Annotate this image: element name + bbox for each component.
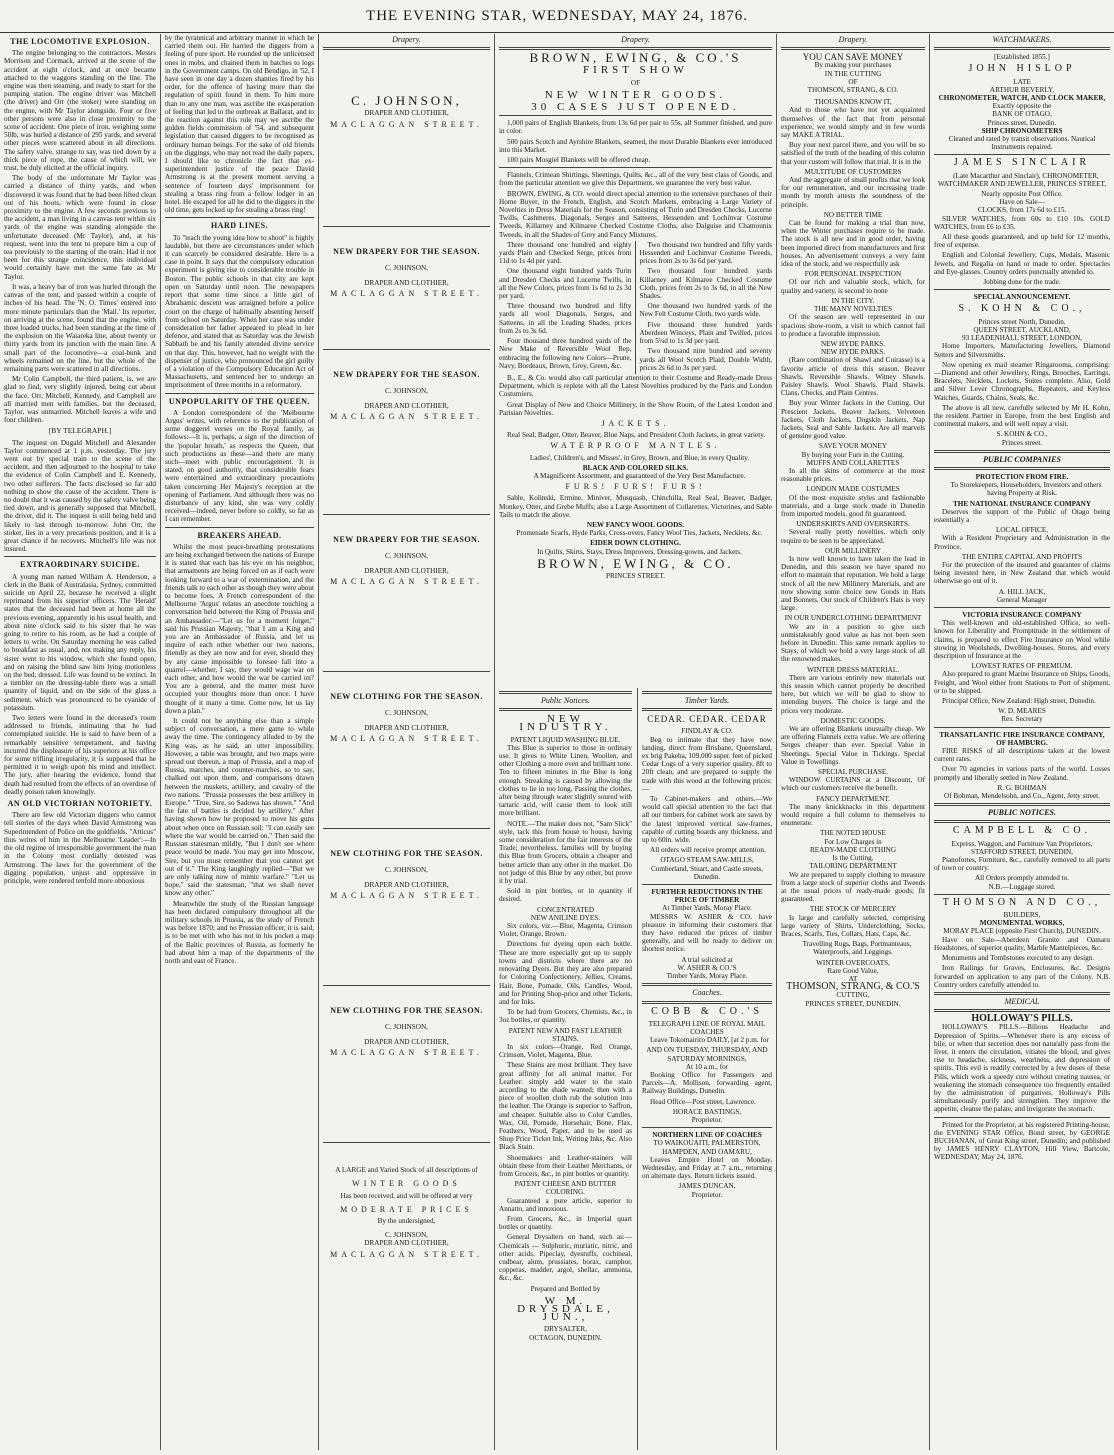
ad-line: Have on Sale—Aberdeen Granite and Oamaru Headstones, of superior quality, Marble Mantelpieces, &c. — [934, 935, 1110, 952]
telegraph-label: [BY TELEGRAPH.] — [48, 426, 112, 436]
ad-subheading: WINTER OVERCOATS, — [816, 958, 890, 967]
ad-line: (Rare combination of Shawl and Cuirasse) is a favorite article of dress this season. Beaver Shawls. Reversible Shawls. Witney Shawls. Paisley Shawls. Wool Shawls. Plaid Shawls. Clans, Checks, and Plain Centres. — [781, 356, 925, 398]
ad-line: OF — [848, 77, 858, 86]
section-label: PUBLIC NOTICES. — [987, 808, 1056, 818]
ad-line: From Grocers, &c., in Imperial quart bottles or quantity. — [499, 1214, 632, 1232]
ad-name: JAMES DUNCAN, — [678, 1182, 736, 1191]
ad-line: QUEEN STREET, AUCKLAND, — [973, 325, 1071, 334]
ad-subheading: MONUMENTAL WORKS, — [979, 919, 1065, 928]
ad-trade: DRAPER AND CLOTHIER, — [364, 723, 449, 732]
brown-ewing-title: BROWN, EWING, & CO.'S — [529, 50, 742, 66]
ad-line: SILVER WATCHES, from 60s to £10 10s. GOLD WATCHES, from £6 to £35. — [934, 214, 1110, 231]
ad-subheading: FOR PERSONAL INSPECTION — [804, 270, 902, 279]
ad-trade: DRAPER AND CLOTHIER, — [364, 401, 449, 410]
ad-street: PRINCES STREET. — [606, 571, 665, 580]
section-label: Timber Yards. — [684, 696, 730, 705]
ad-line: Is large and carefully selected, comprising large variety of Shirts, Underclothing, Socks, Braces, Scarfs, Ties, Collars, Hats, Caps, &c. — [781, 913, 925, 938]
ad-line: Home Importers, Manufacturing Jewellers, Diamond Setters and Silversmiths. — [934, 342, 1110, 359]
ad-line: Have on Sale— — [999, 198, 1045, 207]
ad-line: Head Office—Post street, Lawrence. — [650, 1097, 756, 1106]
column-3 — [319, 34, 494, 1450]
cases-opened: 30 CASES JUST OPENED. — [531, 101, 740, 114]
ad-line: To Cabinet-makers and others.—We would call special attention to the fact that all our timbers for cabinet work are sawn by the latest improved vertical saw-frames, capable of cutting boards any thickness, and up to 60in. wide. — [642, 795, 772, 845]
ad-line: TO WAIKOUAITI, PALMERSTON, HAMPDEN, AND OAMARU, — [653, 1139, 761, 1156]
ad-name: W. ASHER & CO.'S — [677, 963, 737, 972]
price-item: One thousand two hundred yards of the New Felt Costume Cloth, two yards wide. — [639, 302, 772, 319]
ad-line: Buy your Winter Jackets in the Cutting. Our Prescient Jackets, Beaver Jackets, Velveteen Jackets, Cloth Jackets, Dogskin Jackets, Nap Jackets, Seal and Sable Jackets. Are all marvels of genuine good value. — [781, 399, 925, 441]
ad-line: By making your purchases — [814, 61, 892, 70]
ad-line: Exactly opposite the — [992, 102, 1052, 111]
ad-line: Cleaned and rated by transit observations. Nautical Instruments repaired. — [948, 135, 1096, 152]
ad-line: Jobbing done for the trade. — [983, 278, 1061, 287]
ad-subheading: IN THE CITY. — [831, 296, 875, 305]
article-title: THE LOCOMOTIVE EXPLOSION. — [10, 37, 150, 46]
johnson-ad — [323, 518, 490, 668]
ad-line: MORAY PLACE (opposite First Church), DUNEDIN. — [943, 927, 1101, 936]
ad-name: C. JOHNSON, — [385, 866, 428, 875]
ad-name: R. G. BOHMAN — [997, 783, 1047, 792]
ad-line: Of Bohman, Mendelsohn, and Co., Agent, Jetty street. — [944, 792, 1100, 801]
ad-line: Promenade Scarfs, Hyde Parks, Cross-overs, Fancy Wool Ties, Jackets, Necklets, &c. — [516, 529, 763, 538]
article-title: UNPOPULARITY OF THE QUEEN. — [168, 396, 311, 406]
ad-line: We are in a position to give such unmistakeably good value as has not been seen before in Dunedin. This same remark applies to Stays, of which we hold a very large stock of all the renowned makes. — [781, 622, 925, 664]
ad-line: Princes street. — [1001, 438, 1043, 447]
ad-heading: PROTECTION FROM FIRE. — [975, 472, 1069, 481]
article-paragraph: The body of the unfortunate Mr Taylor was carried a distance of thirty yards, and when discovered it was found that he had been lifted clean out of his boots, which were found in close proximity to the engine. A few seconds previous to the accident, a man living in a canvas tent within six yards of the engine was standing alongside the unfortunate deceased (Mr Taylor), and, at his request, went into the tent to prepare him a cup of tea previously to the starting of the train. Had it not been for this strange coincidence, this individual would certainly have met the same fate as Mr Taylor. — [4, 174, 156, 281]
ad-line: Buy your next parcel there, and you will be so satisfied of the truth of the heading of this column that your custom will follow that trial. It is in the — [781, 141, 925, 166]
column-6 — [930, 34, 1114, 1450]
ad-line: Princes street, Dunedin. — [987, 118, 1057, 127]
ad-line: MESSRS W. ASHER & CO. have pleasure in informing their customers that they have reduced the prices of timber generally, and will be ready to deliver on shortest notice. — [642, 912, 772, 954]
ad-received: Has been received, and will be offered at very — [340, 1191, 473, 1200]
ad-heading: NEW DRAPERY FOR THE SEASON. — [333, 247, 480, 257]
ad-street: MACLAGGAN STREET. — [330, 733, 483, 743]
ad-heading: COBB & CO.'S — [651, 1005, 763, 1017]
ad-subheading: LOCAL OFFICE, — [995, 526, 1049, 535]
ad-line: Is now well known to have taken the lead in Dunedin, and this season we have spared no effort to maintain that reputation. We hold a large stock of all the new Millinery Materials, and are now showing some choice new Goods in Hats and Bonnets. Our stock of Children's Hats is very large. — [781, 554, 925, 613]
ad-line: To be had from Grocers, Chemists, &c., in 3oz bottles, or quantity. — [499, 1008, 632, 1025]
ad-name: THOMSON, STRANG, & CO. — [807, 86, 899, 95]
ad-line: General Drysalters on hand, such as:—Chemicals — Sulphuric, muriatic, nitric, and other acids. Pipeclay, dyestuffs, cochineal, cudbear, alum, prussiates, borax, camphor, copperas, madder, argol, shellac, ammonia, &c., &c. — [499, 1233, 632, 1283]
ad-line: Is the Cutting. — [832, 854, 874, 863]
ad-subheading: THE STOCK OF MERCERY — [809, 905, 897, 914]
ad-line: Now opening ex mail steamer Ringarooma, comprising:—Diamond and other Jewellery, Rings, Brooches, Earrings, Bracelets, Necklets, Lockets, Suites complete. Also, Gold and Silver Lever Chronographs, Repeaters, and Keyless Watches, Guards, Chains, Seals, &c. — [934, 360, 1110, 402]
ad-line: Travelling Rugs, Bags, Portmanteaus, Waterproofs, and Leggings. — [802, 940, 912, 957]
ad-line: For the protection of the insured and guarantee of claims being invested here, in New Zealand that which would otherwise go out of it. — [934, 560, 1110, 586]
price-item: One thousand eight hundred yards Turin and Dresden Checks and Lucerne Twills, in all the New Colors, prices from 1s 6d to 2s 3d per yard. — [499, 267, 632, 301]
new-winter-goods: NEW WINTER GOODS. — [544, 88, 727, 101]
ad-line: Guaranteed a pure article, superior to Annatto, and innoxious. — [499, 1196, 632, 1213]
ad-line: Cumberland, Stuart, and Castle streets, Dunedin. — [651, 864, 763, 881]
column-4-public-notices — [495, 688, 636, 1450]
ad-line: Princes street North, Dunedin. — [978, 317, 1066, 326]
ad-heading: TRANSATLANTIC FIRE INSURANCE COMPANY, OF HAMBURG. — [939, 730, 1105, 747]
ad-heading: VICTORIA INSURANCE COMPANY — [962, 610, 1082, 619]
ad-subheading: MUFFS AND COLLARETTES — [806, 458, 900, 467]
ad-subheading: PATENT CHEESE AND BUTTER COLORING. — [514, 1180, 617, 1197]
ad-line: Of the most exquisite styles and fashionable materials, and a large stock made in Dunedin from imported models, good fit guaranteed. — [781, 493, 925, 518]
ad-street: MACLAGGAN STREET. — [330, 119, 483, 129]
ad-line: With a Resident Proprietary and Administration in the Province. — [934, 534, 1110, 551]
price-item: Five thousand three hundred yards Aberdeen Winceys, Plain and Twilled, prices from 5¼d to 1s 3d per yard. — [639, 320, 772, 346]
ad-goods: WINTER GOODS — [352, 1179, 461, 1189]
ad-line: Proprietor. — [691, 1190, 723, 1199]
article-title: BREAKERS AHEAD. — [197, 530, 282, 540]
column-4-timber — [638, 688, 776, 1450]
ad-name: JOHN HISLOP — [968, 63, 1076, 75]
ad-place: OCTAGON, DUNEDIN. — [529, 1333, 602, 1342]
ad-subheading: THE NOTED HOUSE — [820, 829, 886, 838]
ad-line: Express, Waggon, and Furniture Van Proprietors, — [951, 839, 1093, 848]
johnson-ad — [323, 230, 490, 346]
ad-line: Also prepared to grant Marine Insurance on Ships, Goods, Freight, and Wool either from Stations to Port of shipment, or to be shipped. — [934, 670, 1110, 695]
ad-line: We are prepared to supply clothing to measure from a large stock of superior cloths and Tweeds at the usual prices of ready-made goods; fit guaranteed. — [781, 870, 925, 904]
ad-name: C. JOHNSON, — [385, 709, 428, 718]
ad-line: Proprietor. — [691, 1115, 723, 1124]
ad-street: MACLAGGAN STREET. — [330, 890, 483, 900]
ad-name: C. JOHNSON, — [385, 387, 428, 396]
ad-line: We are offering Blankets unusually cheap. We are offering Flannels extra value. We are offering Serges cheaper than ever. Special Value in Sheetings. Special Value in Tickings. Special Value in Towellings. — [781, 725, 925, 766]
ad-name: C. JOHNSON, — [351, 93, 462, 109]
price-item: Two thousand four hundred yards Killarney and Kilmaree Checked Costume Cloth, prices from 2s to 3s 6d, in all the New Shades. — [639, 267, 772, 301]
ad-subheading: PATENT NEW AND FAST LEATHER STAINS. — [508, 1026, 623, 1043]
ad-subheading: BANK OF OTAGO, — [992, 110, 1052, 119]
ad-heading: NORTHERN LINE OF COACHES — [652, 1131, 762, 1140]
ad-subheading: WINTER DRESS MATERIAL. — [806, 665, 900, 674]
ad-line: Ladies', Children's, and Misses', in Grey, Brown, and Blue, in every Quality. — [529, 453, 750, 462]
ad-line: Six colors, viz.—Blue, Magenta, Crimson Violet, Orange, Brown. — [499, 922, 632, 939]
ad-heading: NEW DRAPERY FOR THE SEASON. — [333, 370, 480, 380]
ad-line: Several really pretty novelties, which only require to be seen to be appreciated. — [781, 528, 925, 545]
ad-heading: WATERPROOF MANTLES. — [550, 441, 721, 451]
ad-line: Over 70 agencies in various parts of the world. Losses promptly and liberally settled in New Zealand. — [934, 765, 1110, 782]
ad-trade: DRAPER AND CLOTHIER, — [364, 278, 449, 287]
ad-line: HOLLOWAY'S PILLS.—Bilious Headache and Depression of Spirits.—Whenever there is any excess of bile, or when that secretion does not naturally pass from the liver, it enters the circulation, vitiates the blood, and gives rise to headache, sickness, weariness, and depression of spirits. This evil is readily corrected by a few doses of these Pills, which work a speedy cure without creating nausea, or weakening the stomach consequence too frequently entailed by the administration of purgatives. Holloway's Pills simultaneously purify and strengthen. They improve the appetite, cleanse the palate, and invigorate the stomach. — [934, 1023, 1110, 1114]
ad-prices: MODERATE PRICES — [340, 1204, 473, 1214]
article-paragraph: Two letters were found in the deceased's room addressed to friends, intimating that he had contemplated suicide. He is said to have been of a remarkably sensitive temperament, and having incurred the displeasure of his superiors at his office for some trifling irregularity, it is supposed that he permitted it to weigh upon his mind and intellect. The jury, after hearing the evidence, found that death had resulted from the effects of an overdose of deadly poison taken knowingly. — [4, 714, 156, 796]
section-label: MEDICAL — [1004, 996, 1040, 1006]
johnson-winter-ad — [323, 1146, 490, 1264]
ad-line: This Blue is superior to those in ordinary use. It gives to White Linen, Woollen, and other Clothing a more even and brilliant tone. Ten to fifteen minutes in the Blue is long enough. Streaking is caused by allowing the clothes to lie in too long. Passing the clothes, after being through water slightly soured with tartaric acid, will cause them to look still more brilliant. — [499, 743, 632, 818]
ad-line: STAFFORD STREET, DUNEDIN, — [971, 847, 1073, 856]
ad-line: By buying your Furs in the Cutting. — [801, 450, 905, 459]
ad-heading: EIDER DOWN CLOTHING. — [590, 539, 681, 548]
ad-name: A. HILL JACK, — [998, 587, 1046, 596]
ad-line: Beg to intimate that they have now landing, direct from Brisbane, Queensland, ex brig Pakeha, 109,000 super. feet of picked Cedar Logs of a very superior quality, 8ft to 20ft clean, and are prepared to supply the trade with this wood at the following prices:— — [642, 735, 772, 793]
ad-line: Monuments and Tombstones executed to any design. — [942, 954, 1095, 963]
ad-subheading: TAILORING DEPARTMENT — [809, 862, 897, 871]
price-list — [499, 241, 772, 374]
ad-line: Prepared and Bottled by — [530, 1284, 601, 1293]
ad-line: Of our rich and valuable stock, which, for quality and variety, is second to none — [781, 278, 925, 295]
ad-line: All these goods guaranteed, and up held for 12 months, free of expense. — [934, 233, 1110, 250]
ad-line: Rare Good Value, — [827, 966, 879, 975]
ad-line: ARTHUR BEVERLY, — [989, 85, 1055, 94]
ad-line: Shoemakers and Leather-stainers will obtain these from their Leather Merchants, or from Grocers, &c., in pint bottles or quantity. — [499, 1153, 632, 1178]
ad-subheading: SAVE YOUR MONEY — [819, 442, 887, 451]
ad-subheading: DOMESTIC GOODS. — [820, 716, 886, 725]
ad-line: In six colors—Orange, Red Orange, Crimson, Violet, Magenta, Blue. — [499, 1042, 632, 1060]
ad-line: At 10 a.m., for — [685, 1062, 729, 1071]
section-label: Drapery. — [392, 35, 421, 44]
article-paragraph: by the tyrannical and arbitrary manner in which he carried them out. He harried the diggers from a feeling of pure sport. He rounded up the unlicensed ones in mobs, and chained them in batches to logs in the Government camps. On old Bendigo, in '52, I have seen in one day a dozen shanties fired by his order, for the offence of having more than the regulation of spirit found in them. To him more than to any one man, was ascribe the exasperation of feeling that led to the outbreak at Ballarat, and to the reaction against this rule may we ascribe the golden fields commission of '54, and subsequent legislation that caused diggers to be recognised as ordinary human beings. For the sake of old friends on the diggings, who may not read the daily papers, I should like to chronicle the fact that ex-superintendent justice of the peace David Armstrong is at the present moment serving a sentence of fourteen days' imprisonment for stealing a brass ring from a fellow lodger in an hotel. He escaped for all he did to the diggers in the old time, gets locked up for stealing a brass ring! — [165, 34, 315, 215]
ad-line: Principal Office, New Zealand: High street, Dunedin. — [942, 697, 1096, 706]
ad-name: C. JOHNSON, — [385, 264, 428, 273]
ad-name: JAMES SINCLAIR — [953, 157, 1091, 169]
article-paragraph: Mr Colin Campbell, the third patient, is, we are glad to find, very slightly injured, being cut about the face. Orr, Mitchell, Kennedy, and Campbell are all married men with families, but the deceased, Taylor, was unmarried. Mitchell leaves a wife and four children. — [4, 375, 156, 425]
ad-line: And the aggregate of small profits that we look for our remuneration, and our increasing trade month by month attests the soundness of the principle. — [781, 176, 925, 209]
article-paragraph: A young man named William A. Henderson, a clerk in the Bank of Australasia, Sydney, committed suicide on April 22, because he received a slight reprimand from his superior officers. The 'Herald' states that the deceased had been at home all the previous evening, apparently in his usual health, and about nine o'clock said to his sister that he was going to retire to his room, as he had a couple of letters to write. On Saturday morning he was called to breakfast as usual, and, not making any reply, his sister went to his window, which she found open, and on raising the blind saw him lying motionless on the bed, dressed. Life was found to be extinct. In a tumbler on the dressing-table there was a small quantity of liquid, and on the side of the glass a sediment, which was pronounced to be cyanide of potassium. — [4, 572, 156, 712]
ad-subheading: SPECIAL PURCHASE. — [817, 768, 889, 777]
brown-ewing-signature: BROWN, EWING, & CO. — [537, 555, 734, 571]
article-paragraph: To "teach the young idea how to shoot" is highly laudable, but there are circumstances under which it can scarcely be considered desirable. Here is a case in point. It says that the compulsory education experiment is giving rise to considerable trouble in Boston. The public schools in that city are kept open on Saturday until noon. The newspapers report that some time since a little girl of Abrahamic descent was arraigned before a police court on the charge of habitually absenting herself from school on Saturday. When her case was under consideration her father appeared to plead in her defence, and stated that as Saturday was the Jewish Sabbath he and his family attended divine service on that day. This, however, had no weight with the dispenser of justice, who pronounced the girl guilty of a violation of the Compulsory Education Act of Massachusetts, and sentenced her to undergo an imprisonment of three months in a reformatory. — [165, 233, 314, 390]
ad-heading: THE NATIONAL INSURANCE COMPANY — [952, 499, 1092, 508]
ad-heading: YOU CAN SAVE MONEY — [802, 52, 904, 63]
article-paragraph: It was, a heavy bar of iron was hurled through the canvas of the tent, and passed within a couple of inches of his head. The 'N. O. Times' entered into more minute particulars than the 'Mail.' Its reporter, on arriving at the scene, found that the engine, with three loaded trucks, had been standing at the time of the explosion on the Waiareka line, about twenty or thirty yards from its junction with the main line. A small part of the locomotive—a coal-bunk and wheels remained on the line, but the whole of the remaining parts were scattered in all directions. — [4, 282, 156, 373]
article-paragraph: The inquest on Dugald Mitchell and Alexander Taylor commenced at 1 p.m. yesterday. The jury went out by special train to the scene of the accident, and then adjourned to the hospital to take the evidence of Colin Campbell and E. Kennedy, two other sufferers. The facts disclosed so far add nothing to show the cause of the accident. There is no doubt that it was caused by the safety valve being tied down, and is generally supposed that Mitchell, the driver, did it. The inquest is still being held and likely to last through to-morrow. John Orr, the stoker, lies in a very precarious position, and it is a great chance if he recovers. Mitchell's life was not insured. — [4, 438, 156, 554]
section-label: Drapery. — [621, 35, 650, 44]
ad-subheading: THOUSANDS KNOW IT, — [814, 98, 892, 107]
ad-line: 500 pairs Scotch and Ayrshire Blankets, seamed, the most Durable Blankets ever introduced into this Market. — [499, 137, 772, 154]
ad-line: These Stains are most brilliant. They have great affinity for all animal matter. For Leather: simply add water to the stain according to the shade wanted; then with a piece of woollen cloth rub the solution into the leather. The Orange is superior to Saffron, and cheaper. Suitable also to Color Candles, Wax, Oil, Pomade, Horsehair, Bone, Flax, Feathers, Wood, Paper, and to be used as Shop Price Ticket Ink, Writing Inks, &c. Also Black Stain. — [499, 1061, 632, 1152]
ad-line: N.B.—Luggage stored. — [988, 882, 1056, 891]
ad-name: C. JOHNSON, — [385, 1231, 428, 1240]
ad-subheading: THE ENTIRE CAPITAL AND PROFITS — [961, 552, 1083, 561]
price-item: Two thousand nine hundred and seventy yards all Wool Scotch Plaid, Double Width, prices 2s 6d to 3s per yard. — [639, 347, 772, 372]
ad-line: There are various entirely new materials out this season which cannot properly be described here, but which we will be glad to show to intending buyers. The choice is large and the prices very moderate. — [781, 673, 925, 715]
ad-line: And to those who have not yet acquainted themselves of the fact that from personal experience, we would simply and in few words say MAKE A TRIAL. — [781, 106, 925, 140]
johnson-ad — [323, 675, 490, 825]
ad-trade: DRAPER AND CLOTHIER, — [364, 109, 449, 118]
ad-subheading: SHIP CHRONOMETERS — [981, 126, 1063, 135]
of-label: OF — [630, 78, 641, 87]
ad-subheading: NEW HYDE PARKS. — [820, 339, 886, 348]
ad-name: S. KOHN & CO., — [958, 303, 1086, 315]
ad-line: Flannels, Crimean Shirtings, Sheetings, Quilts, &c., all of the very best class of Goods, and from the particular attention we give this Department, we guarantee the very best value. — [499, 171, 772, 188]
article-paragraph: It could not be anything else than a simple subject of conversation, a mere game to while away the time. The contingency alluded to by the King was, as he said, an utter impossibility. However, a table was brought, and two maps were spread out thereon, a map of Prussia, and a map of Russia, marches, and counter-marches, so to say, chalked out upon them, and comparisons drawn between the muskets, artillery, and cavalry of the two nations. "Prussia possesses the best artillery in Europe." "True, Sire, so Sadowa has shown." "And the fate of battles is decided by artillery." After having shown how he proposed to move his guns about when once on Russian soil: "I can easily see where the war would be carried on." Then said the Russian statesman mildly, "But I don't see where peace would be made. You may get into Moscow, Sire, but you must remember that you cannot get out of it." The King laughingly replied—"But we are only talking now of mimic warfare." "Let us hope," said the statesman, "that we shall never know any other." — [165, 717, 314, 898]
ad-line: At Timber Yards, Moray Place. — [662, 904, 752, 913]
ad-street: MACLAGGAN STREET. — [330, 1249, 483, 1259]
ad-heading: SPECIAL ANNOUNCEMENT. — [973, 293, 1071, 302]
ad-street: MACLAGGAN STREET. — [330, 576, 483, 586]
ad-line: English and Colonial Jewellery, Cups, Medals, Masonic Jewels, and Regalia on hand or made to order. Spectacles and Eye-glasses. Country orders punctually attended to. — [934, 251, 1110, 276]
column-1 — [0, 34, 160, 1450]
ad-line: IN THE CUTTING — [824, 69, 882, 78]
ad-line: Booking Office for Passengers and Parcels—A. Mollison, forwarding agent, Railway Buildings, Dunedin. — [642, 1070, 772, 1096]
ad-subheading: LONDON MADE COSTUMES — [806, 485, 900, 494]
section-label: Public Notices. — [541, 696, 590, 705]
ad-line: For Low Charges in — [824, 837, 882, 846]
ad-line: All Orders promptly attended to. — [974, 874, 1070, 883]
ad-name: CAMPBELL & CO. — [952, 825, 1092, 837]
ad-street: MACLAGGAN STREET. — [330, 1047, 483, 1057]
ad-subheading: READY-MADE CLOTHING — [809, 845, 897, 854]
ad-line: 1,000 pairs of English Blankets, from 13s 6d per pair to 55s, all Summer finished, and pure in color. — [499, 119, 772, 136]
ad-line: BROWN, EWING, & CO. would direct special attention to the extensive purchases of their Home Buyer, in the French, English, and Scotch Markets, embracing a Large Variety of Novelties in Dress Materials for the Season, consisting of Turin and Dresden Checks, Lucerne Twills, Cashmeres, Diagonals, Serges and Satteens, Hessenden and Lochinvar Costume Tweeds, Killarney and Kilmaree Checked Costume Cloths, also Dalguise and Chamounix Tweeds, in all the Shades of Grey and Fancy Mixtures. — [499, 189, 772, 239]
ad-subheading: TELEGRAPH LINE OF ROYAL MAIL COACHES — [648, 1019, 766, 1036]
ad-line: Sold in pint bottles, or in quantity if desired. — [499, 887, 632, 904]
article-paragraph: There are few old Victorian diggers who cannot tell stories of the days when David Armstrong was Superintendent of Police on the goldfields. "Atticus" thus writes of him in the Melbourne 'Leader':—In the old regime of irresponsible government the man in the Colony most cordially detested was Armstrong. The laws for the government of the digging population, unjust and oppressive in principle, were rendered tenfold more obnoxious — [4, 811, 156, 885]
ad-subheading: OUR MILLINERY — [824, 546, 882, 555]
johnson-ad — [323, 53, 490, 223]
ad-subheading: FANCY DEPARTMENT. — [816, 794, 890, 803]
ad-line: Iron Railings for Graves, Enclosures, &c. Designs forwarded on application to any part of the Colony. N.B. Country orders carefully attended to. — [934, 964, 1110, 989]
ad-heading: NEW CLOTHING FOR THE SEASON. — [330, 1006, 483, 1016]
ad-heading: CEDAR. CEDAR. CEDAR — [647, 714, 767, 725]
ad-subheading: CHRONOMETER, WATCH, AND CLOCK MAKER, — [938, 94, 1106, 103]
ad-name: THOMSON AND CO., — [942, 896, 1102, 908]
article-paragraph: Meanwhile the study of the Russian language has been declared compulsory throughout all the military schools in Prussia, as the study of French was before 1870; and no Prussian officer, it is said, is to be met with who has not in his pocket a map of the Baltic provinces of Russia, as formerly he had about him a map of the departments of the north and east of France. — [165, 899, 314, 965]
ad-by: By the undersigned, — [377, 1217, 436, 1226]
ad-line: CLOCKS, from 17s 6d to £15. — [977, 206, 1067, 215]
article-title: EXTRAORDINARY SUICIDE. — [20, 560, 140, 570]
ad-trade: DRAPER AND CLOTHIER, — [364, 1239, 449, 1248]
first-show: FIRST SHOW — [583, 64, 688, 77]
ad-name: HORACE BASTINGS, — [672, 1107, 742, 1116]
ad-line: A Magnificent Assortment, and guaranteed of the Very Best Manufacture. — [533, 471, 746, 480]
article-paragraph: A London correspondent of the 'Melbourne Argus' writes, with reference to the publication of some doggerel verses on the Royal family, as follows:—It is, perhaps, a sign of the direction of the 'popular breath,' as respects the Queen, that such productions as these—and there are many such—meet with public encouragement. It is stated, on good authority, that considerable fears were entertained and extraordinary precautions taken concerning Her Majesty's reception at the opening of Parliament. And although there was no disturbance of any kind, she was very coldly received—indeed, never before so coldly, so far as I can remember. — [165, 408, 314, 524]
ad-line: To Storekeepers, Householders, Investors and others having Property at Risk. — [950, 481, 1102, 498]
ad-line: Deserves the support of the Public of Otago being essentially a — [934, 507, 1110, 524]
ad-heading: FURS! FURS! FURS! — [565, 482, 706, 492]
article-title: HARD LINES. — [210, 221, 269, 231]
ad-subheading: THE MANY NOVELTIES — [813, 305, 893, 314]
price-item: Three thousand one hundred and eighty yards Plain and Checked Serge, prices from 11d to 1s 4d per yard. — [499, 240, 632, 266]
column-5 — [777, 34, 929, 1450]
ad-heading: NEW INDUSTRY. — [519, 713, 612, 734]
section-label: PUBLIC COMPANIES — [983, 454, 1061, 464]
ad-name: OTAGO STEAM SAW-MILLS, — [660, 856, 754, 865]
ad-trade: DRAPER AND CLOTHIER, — [364, 566, 449, 575]
ad-name: W M. DRYSDALE, JUN., — [517, 1294, 614, 1324]
ad-heading: JACKETS. — [601, 418, 670, 428]
ad-line: Can be found for making a trial than now, when the Winter purchases require to be made. The stock is all new and in good order, having been imported direct from manufacturers and first houses. An advertisement conveys a very faint idea of the stock, and we respectfully ask — [781, 219, 925, 269]
ad-heading: NEW FANCY WOOL GOODS. — [586, 520, 685, 529]
johnson-ad — [323, 989, 490, 1139]
imprint: Printed for the Proprietor, at his registered Printing-house, the EVENING STAR Office, Bond street, by GEORGE BUCHANAN, of Great King street, Dunedin; and published by JAMES HENRY CLAYTON, Hill View, Bartcole, WEDNESDAY, May 24, 1876. — [934, 1120, 1110, 1162]
section-label: Coaches. — [692, 988, 722, 998]
ad-street: PRINCES STREET, DUNEDIN. — [805, 999, 901, 1008]
article-paragraph: Whilst the most peace-breathing protestations are being exchanged between the nations of Europe it is stated that each has his eye on his neighbor, that armaments are being forced on as if each were looking forward to a war of extermination, and the friends talk to each other as though they were about to become foes. A French correspondent of the Melbourne 'Argus' relates an anecdote touching a conversation held between the King of Prussia and an Ambassador:—"Let us for a moment forget," said his Prussian Majesty, "that I am a King and you are an Ambassador of Russia, and let us inquire of each other whether our two nations, friendly as they are now and for ever, should they by any cause impossible to foresee fall into a quarrel—whether, I say, they would wage war on each other, and how would the war be carried on? You are a general, and the matter must have occupied your thoughts more than once. I have thought of it many a time. Come now, let us lay down a plan." — [165, 542, 314, 715]
ad-street: MACLAGGAN STREET. — [330, 288, 483, 298]
ad-line: Timber Yards, Moray Place. — [666, 972, 748, 981]
ad-subheading: UNDERSKIRTS AND OVERSKIRTS. — [796, 520, 910, 529]
johnson-ad — [323, 832, 490, 982]
article-paragraph: The engine belonging to the contractors, Messrs Morrison and Cormack, arrived at the scene of the accident at eight o'clock, and at once became attached to the waggons standing on the line. The engine was then steaming, and ready to start for the pumping station. The engine driver was Mitchell (the driver) and Orr (the stoker) were standing on the engine, with Mr Taylor alongside. Four or five other persons were also in close proximity to the scene of accident. One piece of iron, weighing some 50lb, was hurled a distance of 295 yards, and several other pieces were scattered about in all directions. The safety valve, strange to say, was tied down by a thick piece of rope, the cause of which will, we trust, be duly elicited at the official inquiry. — [4, 49, 156, 173]
ad-line: NOTE.—The maker does not, "Sam Slick" style, tack this from house to house, having some consideration for the fair interests of the Trade; nevertheless, families will by buying this Blue from Grocers, obtain a cheaper and better article than any other in the market. Do not judge of this Blue by any other, but prove it by trial. — [499, 819, 632, 886]
ad-heading: HOLLOWAY'S PILLS. — [971, 1013, 1073, 1025]
ad-line: Of the season are well represented in our spacious show-room, a visit to which cannot fail to produce a favorable impression. — [781, 313, 925, 338]
ad-subheading: PATENT LIQUID WASHING BLUE. — [510, 735, 621, 744]
ad-subheading: IN OUR UNDERCLOTHING DEPARTMENT — [784, 614, 922, 623]
ad-trade: DRAPER AND CLOTHIER, — [364, 1037, 449, 1046]
ad-name: W. D. MEARES — [998, 707, 1046, 716]
ad-street: MACLAGGAN STREET. — [330, 411, 483, 421]
ad-line: Pianofortes, Furniture, &c., carefully removed to all parts of town or country. — [934, 856, 1110, 873]
column-2 — [161, 34, 318, 1450]
ad-line: Leaves Empire Hotel on Monday, Wednesday, and Friday at 7 a.m., returning on alternate days. Return tickets issued. — [642, 1155, 772, 1181]
ad-line: Great Display of New and Choice Millinery, in the Show Room, of the Latest London and Parisian Novelties. — [499, 400, 772, 417]
ad-line: [Established 1855.] — [994, 53, 1050, 62]
johnson-ad — [323, 353, 490, 511]
ad-line: AT — [848, 974, 858, 983]
ad-line: Nearly opposite Post Office. — [981, 190, 1063, 199]
ad-line: In all the skins of commerce at the most reasonable prices. — [781, 466, 925, 484]
ad-line: CUTTING, — [836, 991, 870, 1000]
ad-subheading: NEW ANILINE DYES. — [530, 913, 601, 922]
ad-subheading: LOWEST RATES OF PREMIUM. — [971, 662, 1073, 671]
ad-line: A trial solicited at — [681, 955, 733, 964]
price-item: Two thousand two hundred and fifty yards Hessenden and Lochinvar Costume Tweeds, prices from 2s to 3s 6d per yard. — [639, 240, 772, 266]
ad-subheading: NO BETTER TIME — [823, 210, 883, 219]
column-4-top — [495, 34, 776, 686]
section-label: WATCHMAKERS. — [992, 35, 1052, 44]
ad-subheading: NEW HYDE PARKS. — [820, 348, 886, 357]
ad-heading: FURTHER REDUCTIONS IN THE PRICE OF TIMBER — [651, 888, 763, 905]
ad-heading: NEW DRAPERY FOR THE SEASON. — [333, 535, 480, 545]
ad-line: 100 pairs Mosgiel Blankets will be offered cheap. — [507, 156, 651, 165]
ad-name: FINDLAY & CO. — [681, 727, 733, 736]
masthead: THE EVENING STAR, WEDNESDAY, MAY 24, 1876. — [0, 0, 1114, 33]
ad-subheading: MULTITUDE OF CUSTOMERS — [804, 167, 902, 176]
ad-trade: DRYSALTER, — [543, 1325, 588, 1334]
ad-line: (Late Macarthur and Sinclair), CHRONOMETER, WATCHMAKER AND JEWELLER, PRINCES STREET, — [937, 171, 1107, 188]
ad-line: This well-known and old-established Office, so well-known for Liberality and Promptitude in the settlement of claims, is prepared to effect Fire Insurance on Wool while stowing in Woolsheds, Dwelling-houses, Stores, and every description of Insurance at the — [934, 619, 1110, 660]
ad-line: All orders will receive prompt attention. — [650, 846, 766, 855]
ad-line: 93 LEADENHALL STREET, LONDON, — [962, 334, 1082, 343]
ad-trade: DRAPER AND CLOTHIER, — [364, 880, 449, 889]
ad-line: B., E., & Co. would also call particular attention to their Costume and Ready-made Dress Department, which is replete with all the Latest Novelties produced by the Paris and London Costumiers. — [499, 373, 772, 399]
ad-heading: NEW CLOTHING FOR THE SEASON. — [330, 692, 483, 702]
ad-name: C. JOHNSON, — [385, 552, 428, 561]
ad-line: Leave Tokomairiro DAILY, [at 2 p.m. for — [650, 1036, 769, 1045]
ad-line: In Quilts, Skirts, Stays, Dress Improvers, Dressing-gowns, and Jackets. — [537, 547, 742, 556]
ad-heading: BLACK AND COLORED SILKS. — [582, 463, 689, 472]
price-item: Four thousand three hundred yards of the New Make of Reversible Wool Rep, embracing the following new Colors—Prune, Navy, Bordeaux, Brown, Grey, Green, &c. — [499, 337, 632, 370]
ad-line: LATE — [1013, 77, 1031, 86]
ad-intro: A LARGE and Varied Stock of all descriptions of — [335, 1166, 478, 1175]
ad-line: WINDOW CURTAINS at a Discount, Of which our customers receive the benefit. — [781, 776, 925, 793]
ad-name: S. KOHN & CO., — [996, 430, 1048, 439]
section-label: Drapery. — [838, 35, 868, 44]
ad-line: Sable, Kolinski, Ermine, Miniver, Musquash, Chinchilla, Real Seal, Beaver, Badger, Monkey, Otter, and Grebe Muffs; also a Large Assortment of Collarettes, Victorines, and Sable Tails to match the above. — [499, 494, 772, 519]
ad-line: Res. Secretary — [1001, 715, 1043, 724]
ad-subheading: CONCENTRATED — [536, 905, 595, 914]
ad-name: C. JOHNSON, — [385, 1023, 428, 1032]
ad-line: BUILDERS, — [1003, 911, 1041, 920]
ad-line: The many knickknacks in this department would require a full column to themselves to enumerate. — [781, 802, 925, 828]
article-title: AN OLD VICTORIAN NOTORIETY. — [7, 799, 153, 809]
ad-name: THOMSON, STRANG, & CO.'S — [786, 981, 920, 993]
ad-line: The above is all new, carefully selected by Mr H. Kohn, the resident Partner in Europe, from the best English and continental makers, and will well repay a visit. — [934, 403, 1110, 429]
ad-line: FIRE RISKS of all descriptions taken at the lowest current rates. — [934, 747, 1110, 764]
ad-line: Real Seal, Badger, Otter, Beaver, Blue Naps, and President Cloth Jackets, in great variety. — [507, 431, 766, 440]
ad-line: AND ON TUESDAY, THURSDAY, AND SATURDAY MORNINGS, — [646, 1046, 768, 1063]
ad-line: Directions for dyeing upon each bottle. These are more especially got up to supply towns and districts where there are no renovating Dyers. But they are also prepared for Coloring Confectionery, Jellies, Creams, Hair, Bone, Pomade, Oils, Candles, Wood, and for Printing Shop-price and other Tickets, and for Inks. — [499, 940, 632, 1006]
price-item: Three thousand two hundred and fifty yards all wool Diagonals, Serges, and Satteens, in all the Leading Shades, prices from 2s to 3s 6d. — [499, 302, 632, 335]
ad-line: General Manager — [996, 595, 1048, 604]
ad-heading: NEW CLOTHING FOR THE SEASON. — [330, 849, 483, 859]
